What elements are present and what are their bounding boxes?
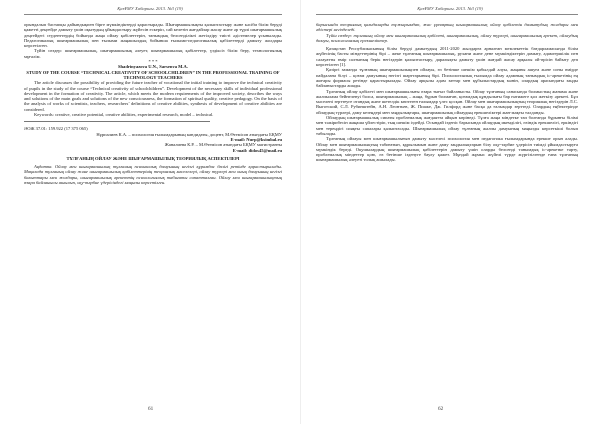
authors-en: Shadrinyazovа U.N., Sarsenva M.A. [118,64,188,70]
body-paragraph-2: Қазіргі заманда тұлғаның шығармашылықпен ойлауы, өз бетінше шешім қабылдай алуы, жаңаны ашуға және соны өмірде пайдалана білуі – қоғам дамуының негізгі шарттарының бірі. Психологиялық ғылымда ойлау адамның танымдық іс-әрекетінің ең жоғары формасы ретінде қарастырылады. Ойлау арқылы адам заттар мен құбылыстардың мәнін, олардың арасындағы заңды байланыстарды ашады. [316,67,578,89]
udc-code: ӘОЖ 37.01: 159.922 (17 375 065) [24,126,88,132]
page-number-left: 61 [148,406,154,412]
separator-stars: * * * [148,59,158,65]
left-page-body [24,22,282,394]
author-1-info: Нұрпалиев К.А. – психология ғылымдарының кандидаты, доцент, М.Өтемісов атындағы БҚМУ [96,131,282,137]
body-paragraph-5: Тұлғаның ойлауы мен шығармашылығын дамыту мәселесі психология мен педагогика ғылымдарында ерекше орын алады. Ойлау мен шығармашылықтың табиғатын, құрылымын және даму заңдылықтарын білу оқу-тәрбие үдерісін тиімді ұйымдастыруға мүмкіндік береді. Оқушылардың шығармашылық қабілеттерін дамыту үшін оларды белсенді танымдық іс-әрекетке тарту, проблемалық міндеттер қою, өз бетінше ізденуге баулу қажет. Мұндай жұмыс жүйелі түрде жүргізілгенде ғана тұлғаның шығармашылық әлеуеті толық ашылады. [316,136,578,163]
author-2-info: Жаналиева К.Р. – М.Өтемісов атындағы БҚМУ магистранты [164,142,282,148]
keywords-en: Keywords: creative, creative potential, creative abilities, experimental research, model – technical. [34,112,214,118]
abstract-en: The article discusses the possibility of providing the future teacher of vocational the initial training to improve the technical creativity of pupils in the study of the course “Technical creativity of schoolchildren”. Development of the necessary skills of individual professional development in the formation of creativity. The article, which meets the modern requirements of the improved society, describes the ways and solutions of the main goals and solutions of the new consciousness, the formation of spiritual quality, creative pedagogy. On the basis of the analysis of works of scientists, teachers, researchers’ definitions of creative abilities, synthesis of development of creative abilities are considered. [24,80,282,112]
spread-gutter [300,0,301,424]
body-paragraph-3: Тұлғаның ойлау қабілеті мен шығармашылығы өзара тығыз байланысты. Ойлау тұлғаның санасында болмыстың жанама және жалпылама бейнеленуі болса, шығармашылық – жаңа, бұрын болмаған, қоғамдық құндылығы бар нәтижеге қол жеткізу әрекеті. Бұл мәселені зерттеуге отандық және шетелдік көптеген ғалымдар үлес қосқан. Ойлау мен шығармашылықтың теориялық негіздерін Л.С. Выготский, С.Л. Рубинштейн, А.Н. Леонтьев, Ж. Пиаже, Дж. Гилфорд және басқа да ғалымдар зерттеді. Олардың еңбектерінде ойлаудың түрлері, даму кезеңдері мен заңдылықтары, шығармашылық ойлаудың ерекшеліктері жан-жақты талданды. [316,88,578,115]
keywords-kz: Түйін сөздер: шығармашылық, шығармашылық әлеует, шығармашылық қабілеттер, үздіксіз білім беру, технологиялық мұғалім. [24,48,282,59]
author-1-email: E-mail: Nurp@ksimbal.ru [230,136,282,142]
abstract-kz-continued: барысында теориялық қағидаларды тұжырымдап, жас ұрпақтың шығармашылық ойлау қабілетін дамытудың жолдары мен әдістері негізделеді. [316,22,578,33]
body-paragraph-4: Ойлаудың шығармашылық сипаты проблемалық жағдаятта айқын көрінеді. Тұлға жаңа міндетке тап болғанда бұрынғы білімі мен тәжірибесін жаңаша үйлестіріп, тың шешім іздейді. Осындай ізденіс барысында ойлаудың икемділігі, өзіндік ерекшелігі, еркіндігі мен тереңдігі сияқты сапалары қалыптасады. Шығармашылық ойлау тұлғаның жалпы дамуының маңызды көрсеткіші болып табылады. [316,115,578,136]
section-rule [24,121,210,122]
right-page-body [316,22,578,394]
article-title-kz: ТҰЛҒАНЫҢ ОЙЛАУ ЖӘНЕ ШЫҒАРМАШЫЛЫҚ ТЕОРИЯЛЫҚ АСПЕКТІЛЕРІ [66,155,240,161]
running-head-left: ҚазҰМУ Хабаршы. 2013. №3 (19) [117,6,183,11]
header-rule-right [316,14,578,15]
running-head-right: ҚазҰМУ Хабаршы. 2013. №3 (19) [417,6,483,11]
keywords-kz-article: Түйін сөздер: тұлғаның ойлау мен шығармашылық қабілеті, шығармашылық, ойлау түрлері, шығармашылық әрекет, ойлаудың дамуы, психологиялық ерекшеліктер. [316,32,578,43]
page-number-right: 62 [438,406,444,412]
abstract-kz: Аңдатпа. Ойлау мен шығармашылық тұлғаның психикалық дамуының негізгі құрамдас бөлігі ретінде қарастырылады. Мақалада тұлғаның ойлау және шығармашылық қабілеттерінің теориялық мәселелері, ойлау түрлері мен оның дамуының негізгі бағыттары мен жолдары, шығармашылық әрекеттің психологиялық табиғаты сипатталған. Ойлау мен шығармашылықтың өзара байланысы ашылып, оқу-тәрбие үдерісіндегі маңызы көрсетілген. [24,164,282,186]
article-title-en: STUDY OF THE COURSE “TECHNICAL CREATIVITY OF SCHOOLCHILDREN” IN THE PROFESSIONAL TRAINING OF TECHNOLOGY TEACHERS [26,69,280,80]
abstract-paragraph-kz-continued: орындалып бастапқы дайындықпен бірге мүмкіндіктерді қарастырады. Шығармашылықты қалыптастыру және кәсіби білім беруді қажетті деңгейде дамыту үшін оқытудың ұйымдастыру жүйесін ескеріп, сай келетін жағдайлар жасау және әр түрлі шығармашылық деңгейдегі студенттердің бойында жаңа ойлау қабілеттерін, танымдық белсенділікті жетілдіру тиісті әдістемелер ұсынылады. Педагогикалық шығармашылық пен ғылыми жаңашылдық бойынша ғылыми-педагогикалық қабілеттерді дамыту жолдары көрсетілген. [24,22,282,49]
author-2-email: E-mail: didos45@mail.ru [232,147,282,153]
body-paragraph-1: Қазақстан Республикасының білім беруді дамытудың 2011-2020 жылдарға арналған мемлекеттік бағдарламасында білім жүйесінің басты міндеттерінің бірі – жеке тұлғаның шығармашылық, рухани және дене мүмкіндіктерін дамыту, адамгершілік пен салауатты өмір салтының берік негіздерін қалыптастыру, даралықты дамыту үшін жағдай жасау арқылы ой-өрісін байыту деп көрсетілген [1]. [316,46,578,68]
header-rule-left [24,14,282,15]
